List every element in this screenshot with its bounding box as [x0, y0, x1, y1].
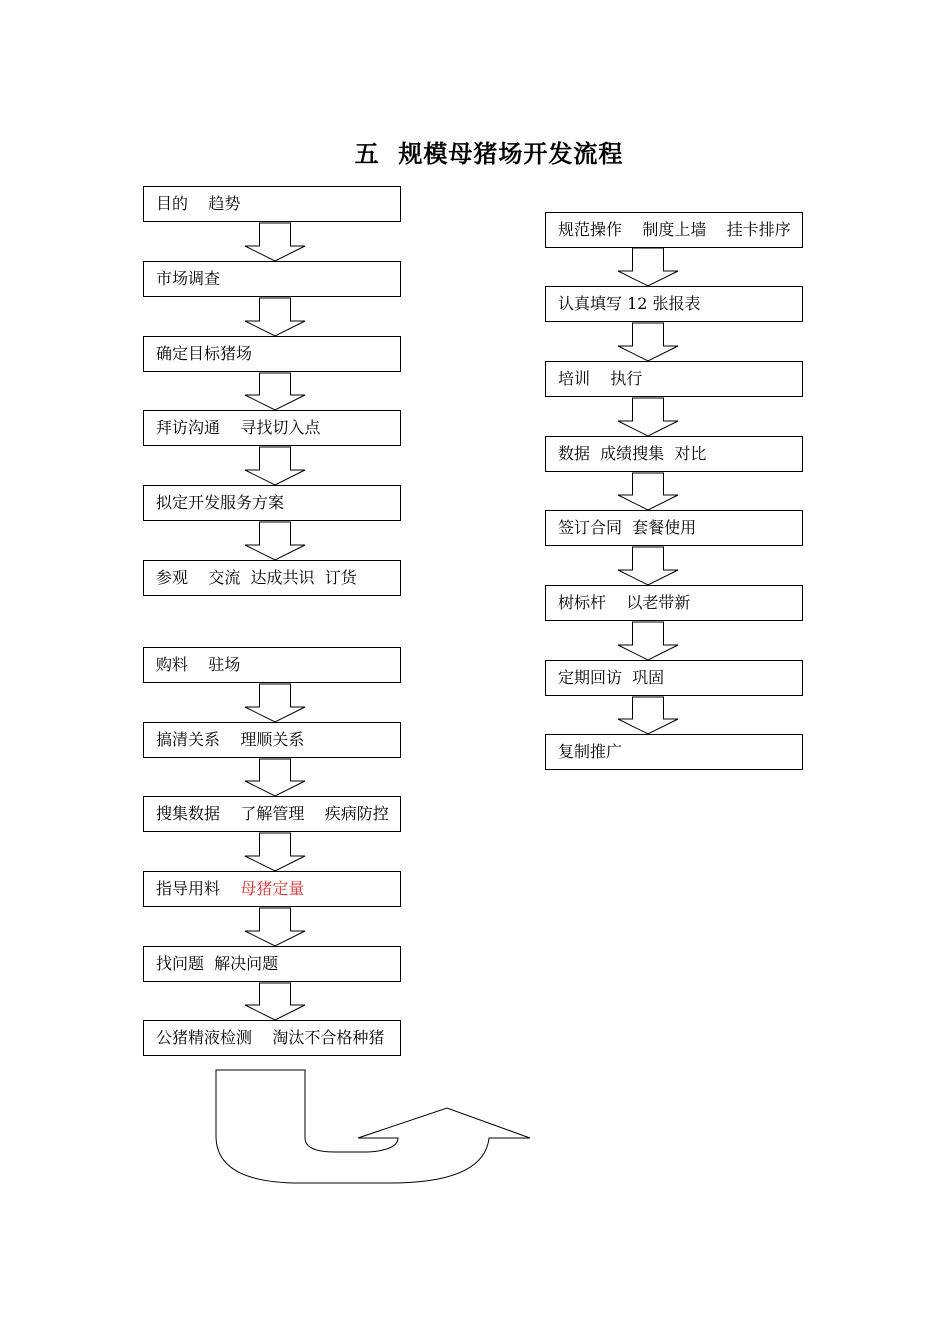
flow-step-label-plain: 指导用料 — [156, 879, 241, 898]
flow-step-label: 确定目标猪场 — [156, 344, 253, 363]
flow-step-label: 拟定开发服务方案 — [156, 493, 285, 512]
flow-step-label: 签订合同 套餐使用 — [558, 518, 697, 537]
flow-step-label: 数据 成绩搜集 对比 — [558, 444, 707, 463]
highlight-text: 母猪定量 — [240, 879, 305, 898]
flow-step-label: 公猪精液检测 淘汰不合格种猪 — [156, 1028, 385, 1047]
flow-step-label: 找问题 解决问题 — [156, 954, 279, 973]
flow-step-label: 拜访沟通 寻找切入点 — [156, 418, 321, 437]
flow-step-label: 购料 驻场 — [156, 655, 241, 674]
flow-step-label: 规范操作 制度上墙 挂卡排序 — [558, 220, 791, 239]
flow-step-label: 认真填写 12 张报表 — [558, 294, 701, 313]
flow-step-label: 参观 交流 达成共识 订货 — [156, 568, 357, 587]
flow-step-label: 复制推广 — [558, 742, 623, 761]
flow-step-label: 目的 趋势 — [156, 194, 241, 213]
flow-step-label: 搜集数据 了解管理 疾病防控 — [156, 804, 389, 823]
flow-step-label: 定期回访 巩固 — [558, 668, 665, 687]
flow-step-label: 搞清关系 理顺关系 — [156, 730, 305, 749]
page-title: 五 规模母猪场开发流程 — [354, 139, 624, 168]
flow-step-label: 培训 执行 — [558, 369, 643, 388]
flow-step-label: 市场调查 — [156, 269, 221, 288]
flow-step-label: 树标杆 以老带新 — [558, 593, 691, 612]
